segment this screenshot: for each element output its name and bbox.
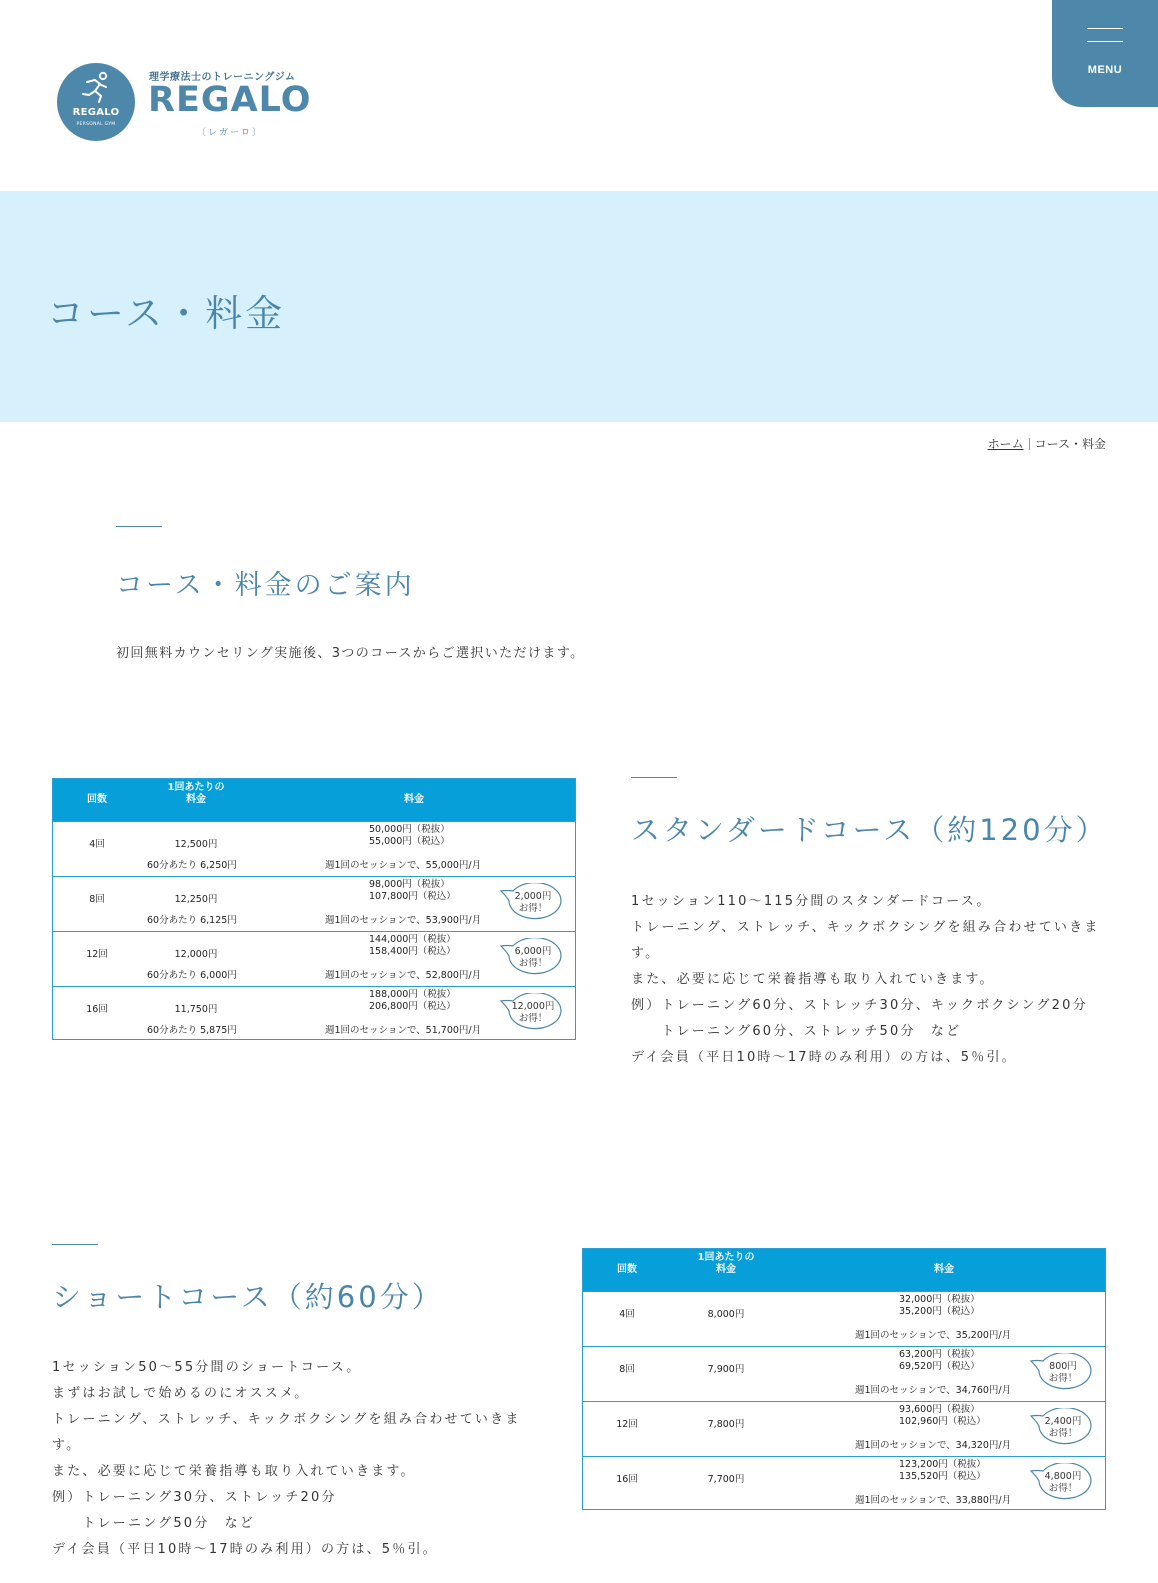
row-monthly-price: 週1回のセッションで、52,800円/月 — [325, 970, 482, 981]
price-excl-tax: 123,200円（税抜） — [899, 1459, 986, 1470]
row-per-60min: 60分あたり 6,000円 — [147, 970, 237, 981]
price-excl-tax: 32,000円（税抜） — [899, 1294, 980, 1305]
savings-label: お得！ — [518, 958, 548, 969]
row-total-price — [899, 1404, 986, 1428]
savings-bubble — [497, 993, 563, 1035]
page-hero — [0, 191, 1158, 422]
savings-value: 2,000円 — [514, 891, 552, 902]
desc-line: まずはお試しで始めるのにオススメ。 — [52, 1386, 310, 1401]
row-per-session-price: 11,750円 — [174, 1004, 218, 1015]
desc-line: デイ会員（平日10時〜17時のみ利用）の方は、5％引。 — [631, 1050, 1017, 1065]
row-total-price — [899, 1349, 980, 1373]
row-per-session-price: 12,500円 — [174, 839, 218, 850]
logo-circle-sub: PERSONAL GYM — [76, 122, 116, 127]
intro-title: コース・料金のご案内 — [116, 570, 415, 601]
logo-circle-name: REGALO — [72, 107, 120, 118]
row-monthly-price: 週1回のセッションで、35,200円/月 — [855, 1330, 1012, 1341]
price-excl-tax: 188,000円（税抜） — [369, 989, 456, 1000]
table-row — [583, 1401, 1105, 1455]
row-monthly-price: 週1回のセッションで、53,900円/月 — [325, 915, 482, 926]
table-header — [53, 779, 575, 821]
desc-line: トレーニング、ストレッチ、キックボクシングを組み合わせていきます。 — [631, 920, 1100, 961]
table-row — [53, 986, 575, 1040]
savings-value: 12,000円 — [511, 1001, 555, 1012]
row-count: 16回 — [616, 1474, 638, 1485]
savings-label: お得！ — [1048, 1428, 1078, 1439]
standard-course-description — [631, 889, 1101, 1071]
desc-line: トレーニング50分 など — [52, 1516, 256, 1531]
table-row — [583, 1456, 1105, 1510]
row-per-session-price: 7,700円 — [707, 1474, 745, 1485]
desc-line: トレーニング60分、ストレッチ50分 など — [631, 1024, 962, 1039]
savings-amount — [1035, 1471, 1091, 1495]
table-row — [583, 1291, 1105, 1345]
intro-text: 初回無料カウンセリング実施後、3つのコースからご選択いただけます。 — [116, 646, 585, 661]
price-incl-tax: 135,520円（税込） — [899, 1471, 986, 1482]
desc-line: トレーニング、ストレッチ、キックボクシングを組み合わせていきます。 — [52, 1412, 521, 1453]
desc-line: デイ会員（平日10時〜17時のみ利用）の方は、5％引。 — [52, 1542, 438, 1557]
desc-line: また、必要に応じて栄養指導も取り入れていきます。 — [631, 972, 995, 987]
row-per-60min: 60分あたり 6,250円 — [147, 860, 237, 871]
header-per-session: 1回あたりの 料金 — [697, 1252, 755, 1275]
logo-emblem — [57, 63, 135, 141]
logo-tagline: 理学療法士のトレーニングジム — [149, 72, 296, 83]
header-price: 料金 — [934, 1264, 954, 1275]
price-incl-tax: 107,800円（税込） — [369, 891, 456, 902]
savings-amount — [1035, 1416, 1091, 1440]
runner-icon — [79, 71, 113, 105]
short-course-title: ショートコース（約60分） — [52, 1280, 444, 1314]
row-monthly-price: 週1回のセッションで、33,880円/月 — [855, 1495, 1012, 1506]
header-count: 回数 — [617, 1264, 637, 1275]
savings-label: お得！ — [518, 903, 548, 914]
menu-label: MENU — [1087, 64, 1123, 76]
savings-bubble — [1027, 1463, 1093, 1505]
savings-bubble — [1027, 1353, 1093, 1395]
breadcrumb-separator — [1029, 438, 1030, 450]
row-count: 4回 — [89, 839, 105, 850]
short-accent-line — [52, 1244, 98, 1245]
breadcrumb-home-link[interactable]: ホーム — [987, 437, 1024, 451]
hamburger-icon — [1087, 28, 1123, 54]
price-incl-tax: 35,200円（税込） — [899, 1306, 980, 1317]
header-per-session: 1回あたりの 料金 — [167, 782, 225, 805]
row-monthly-price: 週1回のセッションで、55,000円/月 — [325, 860, 482, 871]
row-count: 8回 — [619, 1364, 635, 1375]
row-count: 4回 — [619, 1309, 635, 1320]
standard-price-table — [52, 778, 576, 1040]
savings-bubble — [497, 938, 563, 980]
price-excl-tax: 144,000円（税抜） — [369, 934, 456, 945]
row-count: 12回 — [616, 1419, 638, 1430]
price-incl-tax: 158,400円（税込） — [369, 946, 456, 957]
table-row — [583, 1346, 1105, 1400]
savings-amount — [505, 1001, 561, 1025]
savings-value: 4,800円 — [1044, 1471, 1082, 1482]
row-count: 8回 — [89, 894, 105, 905]
price-incl-tax: 206,800円（税込） — [369, 1001, 456, 1012]
row-per-session-price: 7,900円 — [707, 1364, 745, 1375]
savings-value: 6,000円 — [514, 946, 552, 957]
site-logo[interactable] — [57, 62, 312, 142]
desc-line: また、必要に応じて栄養指導も取り入れていきます。 — [52, 1464, 416, 1479]
table-row — [53, 876, 575, 930]
price-excl-tax: 98,000円（税抜） — [369, 879, 450, 890]
savings-amount — [505, 946, 561, 970]
short-price-table — [582, 1248, 1106, 1510]
price-incl-tax: 55,000円（税込） — [369, 836, 450, 847]
savings-amount — [1035, 1361, 1091, 1385]
price-incl-tax: 102,960円（税込） — [899, 1416, 986, 1427]
breadcrumb — [988, 435, 1106, 452]
intro-accent-line — [116, 526, 162, 527]
row-count: 12回 — [86, 949, 108, 960]
row-total-price — [369, 879, 456, 903]
logo-kana: 〔レガーロ〕 — [197, 128, 264, 138]
row-count: 16回 — [86, 1004, 108, 1015]
row-monthly-price: 週1回のセッションで、34,320円/月 — [855, 1440, 1012, 1451]
savings-label: お得！ — [1048, 1373, 1078, 1384]
standard-course-title: スタンダードコース（約120分） — [631, 813, 1108, 847]
desc-line: 1セッション110〜115分間のスタンダードコース。 — [631, 894, 992, 909]
table-row — [53, 821, 575, 875]
header-price: 料金 — [404, 794, 424, 805]
row-monthly-price: 週1回のセッションで、51,700円/月 — [325, 1025, 482, 1036]
row-per-session-price: 7,800円 — [707, 1419, 745, 1430]
row-per-60min: 60分あたり 6,125円 — [147, 915, 237, 926]
desc-line: 1セッション50〜55分間のショートコース。 — [52, 1360, 362, 1375]
table-header — [583, 1249, 1105, 1291]
menu-button[interactable] — [1052, 0, 1158, 107]
savings-value: 800円 — [1049, 1361, 1077, 1372]
row-total-price — [369, 989, 456, 1013]
savings-label: お得！ — [518, 1013, 548, 1024]
row-total-price — [369, 824, 450, 848]
logo-name: REGALO — [148, 80, 312, 120]
row-per-session-price: 12,000円 — [174, 949, 218, 960]
table-row — [53, 931, 575, 985]
standard-accent-line — [631, 777, 677, 778]
desc-line: 例）トレーニング60分、ストレッチ30分、キックボクシング20分 — [631, 998, 1088, 1013]
row-per-60min: 60分あたり 5,875円 — [147, 1025, 237, 1036]
row-total-price — [899, 1459, 986, 1483]
row-total-price — [369, 934, 456, 958]
price-excl-tax: 63,200円（税抜） — [899, 1349, 980, 1360]
breadcrumb-current: コース・料金 — [1034, 437, 1106, 451]
savings-label: お得！ — [1048, 1483, 1078, 1494]
header-count: 回数 — [87, 794, 107, 805]
price-excl-tax: 50,000円（税抜） — [369, 824, 450, 835]
row-total-price — [899, 1294, 980, 1318]
desc-line: 例）トレーニング30分、ストレッチ20分 — [52, 1490, 337, 1505]
savings-value: 2,400円 — [1044, 1416, 1082, 1427]
row-monthly-price: 週1回のセッションで、34,760円/月 — [855, 1385, 1012, 1396]
savings-amount — [505, 891, 561, 915]
row-per-session-price: 8,000円 — [707, 1309, 745, 1320]
savings-bubble — [497, 883, 563, 925]
price-incl-tax: 69,520円（税込） — [899, 1361, 980, 1372]
page-title: コース・料金 — [47, 292, 286, 335]
row-per-session-price: 12,250円 — [174, 894, 218, 905]
price-excl-tax: 93,600円（税抜） — [899, 1404, 980, 1415]
short-course-description — [52, 1355, 522, 1563]
savings-bubble — [1027, 1408, 1093, 1450]
